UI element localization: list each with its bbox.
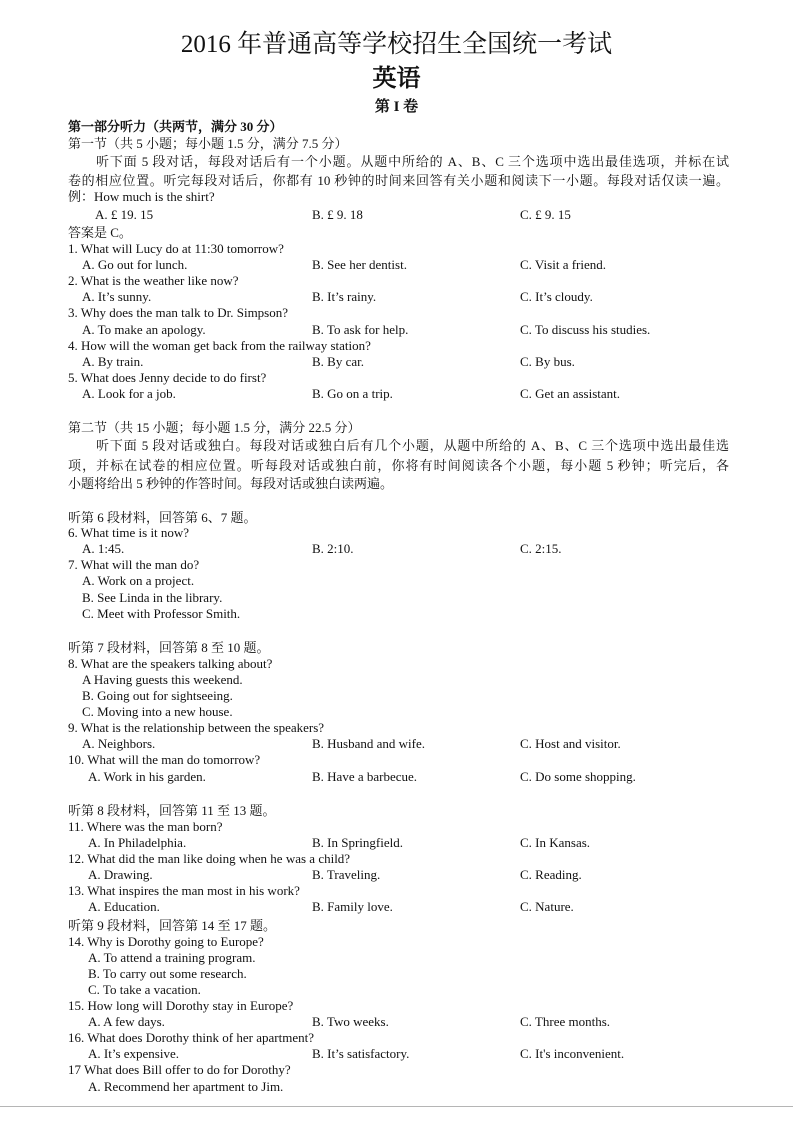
option-c: C. Host and visitor.	[520, 736, 621, 751]
option-b: B. Family love.	[312, 899, 393, 914]
instruction-line: 听下面 5 段对话或独白。每段对话或独白后有几个小题，从题中所给的 A、B、C 三个选项中选出最佳选	[96, 438, 729, 453]
options-row	[0, 590, 793, 606]
material-intro: 听第 9 段材料，回答第 14 至 17 题。	[68, 918, 277, 933]
options-row	[0, 704, 793, 720]
instruction-line: 听下面 5 段对话，每段对话后有一个小题。从题中所给的 A、B、C 三个选项中选出最佳选项，并标在试	[96, 154, 729, 169]
question: 17 What does Bill offer to do for Dorothy?	[68, 1062, 291, 1077]
option-b: B. In Springfield.	[312, 835, 403, 850]
exam-title: 2016 年普通高等学校招生全国统一考试	[180, 31, 613, 58]
volume-title: 第 I 卷	[374, 99, 419, 115]
options-row	[0, 1046, 793, 1062]
option-c: C. It’s cloudy.	[520, 289, 593, 304]
question: 8. What are the speakers talking about?	[68, 656, 273, 671]
material-intro: 听第 7 段材料，回答第 8 至 10 题。	[68, 640, 270, 655]
option-b: B. See her dentist.	[312, 257, 407, 272]
example-answer: 答案是 C。	[68, 225, 132, 240]
option-b: B. It’s rainy.	[312, 289, 377, 304]
instruction-line: 小题将给出 5 秒钟的作答时间。每段对话或独白读两遍。	[68, 476, 394, 491]
options-row	[0, 1014, 793, 1030]
option-c: C. Nature.	[520, 899, 574, 914]
question: 3. Why does the man talk to Dr. Simpson?	[68, 305, 289, 320]
option-b: B. Have a barbecue.	[312, 769, 418, 784]
question: 2. What is the weather like now?	[68, 273, 239, 288]
option-a: A. Work in his garden.	[88, 769, 206, 784]
option-b: B. To carry out some research.	[88, 966, 247, 981]
options-row	[0, 1079, 793, 1095]
option-a: A. Look for a job.	[82, 386, 176, 401]
options-row	[0, 672, 793, 688]
option-a: A. Neighbors.	[82, 736, 156, 751]
option-c: C. 2:15.	[520, 541, 562, 556]
section-heading: 第一节（共 5 小题；每小题 1.5 分，满分 7.5 分）	[68, 136, 348, 151]
option-b: B. £ 9. 18	[312, 207, 363, 222]
option-b: B. It’s satisfactory.	[312, 1046, 410, 1061]
option-b: B. Two weeks.	[312, 1014, 389, 1029]
option-a: A. Go out for lunch.	[82, 257, 188, 272]
question: 9. What is the relationship between the speakers?	[68, 720, 325, 735]
option-a: A. Recommend her apartment to Jim.	[88, 1079, 284, 1094]
option-a: A. Drawing.	[88, 867, 153, 882]
option-c: C. To discuss his studies.	[520, 322, 651, 337]
options-row	[0, 541, 793, 557]
options-row	[0, 386, 793, 402]
options-row	[0, 899, 793, 915]
option-a: A. Work on a project.	[82, 573, 195, 588]
question: 16. What does Dorothy think of her apartment?	[68, 1030, 314, 1045]
part-heading: 第一部分听力（共两节，满分 30 分）	[68, 119, 283, 134]
question: 13. What inspires the man most in his work?	[68, 883, 300, 898]
option-c: C. Moving into a new house.	[82, 704, 233, 719]
option-a: A Having guests this weekend.	[82, 672, 243, 687]
options-row	[0, 322, 793, 338]
options-row	[0, 982, 793, 998]
question: 15. How long will Dorothy stay in Europe?	[68, 998, 294, 1013]
options-row	[0, 573, 793, 589]
options-row	[0, 606, 793, 622]
option-a: A. Education.	[88, 899, 160, 914]
option-b: B. Going out for sightseeing.	[82, 688, 233, 703]
subject-title: 英语	[372, 66, 421, 92]
instruction-line: 项，并标在试卷的相应位置。听每段对话或独白前，你将有时间阅读各个小题，每小题 5 秒钟；听完后，各	[68, 458, 729, 473]
question: 6. What time is it now?	[68, 525, 190, 540]
option-c: C. Do some shopping.	[520, 769, 636, 784]
options-row	[0, 354, 793, 370]
option-a: A. 1:45.	[82, 541, 125, 556]
option-a: A. In Philadelphia.	[88, 835, 187, 850]
option-b: B. 2:10.	[312, 541, 354, 556]
question: 10. What will the man do tomorrow?	[68, 752, 261, 767]
options-row	[0, 769, 793, 785]
option-c: C. Three months.	[520, 1014, 611, 1029]
option-c: C. Reading.	[520, 867, 582, 882]
option-a: A. It’s expensive.	[88, 1046, 179, 1061]
option-b: B. Go on a trip.	[312, 386, 393, 401]
question: 14. Why is Dorothy going to Europe?	[68, 934, 264, 949]
option-b: B. By car.	[312, 354, 364, 369]
question: 4. How will the woman get back from the railway station?	[68, 338, 371, 353]
option-a: A. To make an apology.	[82, 322, 206, 337]
instruction-line: 卷的相应位置。听完每段对话后，你都有 10 秒钟的时间来回答有关小题和阅读下一小题。每段对话仅读一遍。	[68, 173, 729, 188]
option-b: B. See Linda in the library.	[82, 590, 223, 605]
options-row	[0, 289, 793, 305]
option-a: A. £ 19. 15	[95, 207, 154, 222]
option-c: C. In Kansas.	[520, 835, 591, 850]
question: 5. What does Jenny decide to do first?	[68, 370, 267, 385]
example-question: 例：How much is the shirt?	[68, 189, 215, 204]
question: 11. Where was the man born?	[68, 819, 223, 834]
material-intro: 听第 8 段材料，回答第 11 至 13 题。	[68, 803, 276, 818]
options-row	[0, 950, 793, 966]
options-row	[0, 867, 793, 883]
option-a: A. To attend a training program.	[88, 950, 256, 965]
options-row	[0, 835, 793, 851]
options-row	[0, 966, 793, 982]
option-c: C. By bus.	[520, 354, 575, 369]
option-c: C. It's inconvenient.	[520, 1046, 625, 1061]
options-row	[0, 736, 793, 752]
option-c: C. Get an assistant.	[520, 386, 621, 401]
question: 7. What will the man do?	[68, 557, 200, 572]
option-c: C. Visit a friend.	[520, 257, 606, 272]
options-row	[0, 257, 793, 273]
question: 12. What did the man like doing when he was a child?	[68, 851, 351, 866]
material-intro: 听第 6 段材料，回答第 6、7 题。	[68, 510, 257, 525]
option-b: B. Husband and wife.	[312, 736, 426, 751]
option-c: C. £ 9. 15	[520, 207, 571, 222]
option-a: A. It’s sunny.	[82, 289, 152, 304]
option-a: A. By train.	[82, 354, 144, 369]
page-bottom-rule	[0, 1106, 793, 1107]
option-b: B. To ask for help.	[312, 322, 409, 337]
question: 1. What will Lucy do at 11:30 tomorrow?	[68, 241, 284, 256]
option-c: C. To take a vacation.	[88, 982, 201, 997]
option-b: B. Traveling.	[312, 867, 381, 882]
section-heading: 第二节（共 15 小题；每小题 1.5 分，满分 22.5 分）	[68, 420, 361, 435]
option-c: C. Meet with Professor Smith.	[82, 606, 241, 621]
options-row	[0, 688, 793, 704]
example-options	[0, 207, 793, 223]
option-a: A. A few days.	[88, 1014, 165, 1029]
